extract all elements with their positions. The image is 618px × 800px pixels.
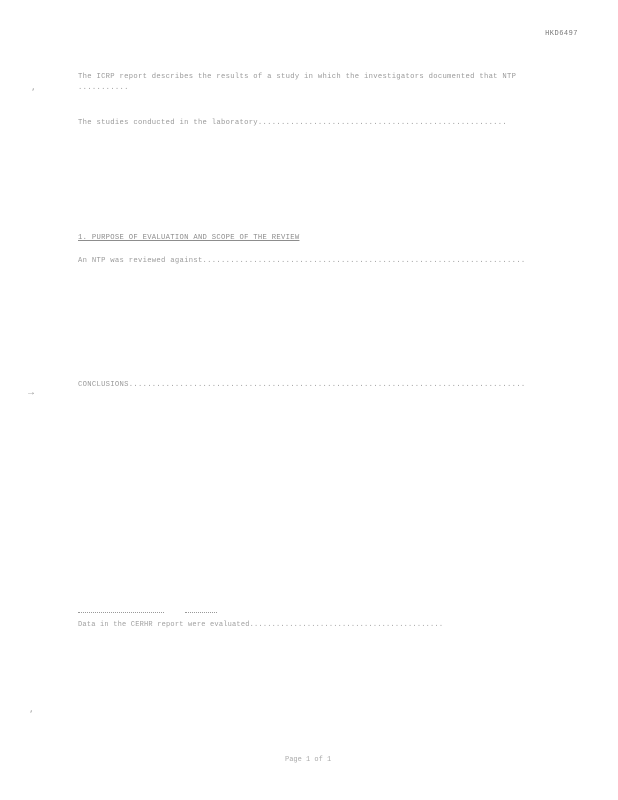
- margin-mark-icon: ⸴: [32, 84, 35, 95]
- page-footer: Page 1 of 1: [285, 756, 332, 764]
- paragraph-3: An NTP was reviewed against......................................................................: [78, 257, 526, 265]
- margin-mark-icon: ⸴: [30, 706, 33, 717]
- paragraph-1: The ICRP report describes the results of a study in which the investigators documented that NTP ...........: [78, 73, 521, 93]
- footnote-rule: [185, 612, 217, 613]
- paragraph-4: CONCLUSIONS......................................................................................: [78, 381, 526, 389]
- footnote: Data in the CERHR report were evaluated............................................: [78, 621, 444, 629]
- margin-mark-icon: →: [28, 388, 35, 399]
- page-id: HKD6497: [545, 30, 578, 38]
- section-heading: 1. PURPOSE OF EVALUATION AND SCOPE OF THE REVIEW: [78, 234, 300, 242]
- paragraph-2: The studies conducted in the laboratory......................................................: [78, 119, 508, 127]
- footnote-rule: [78, 612, 164, 613]
